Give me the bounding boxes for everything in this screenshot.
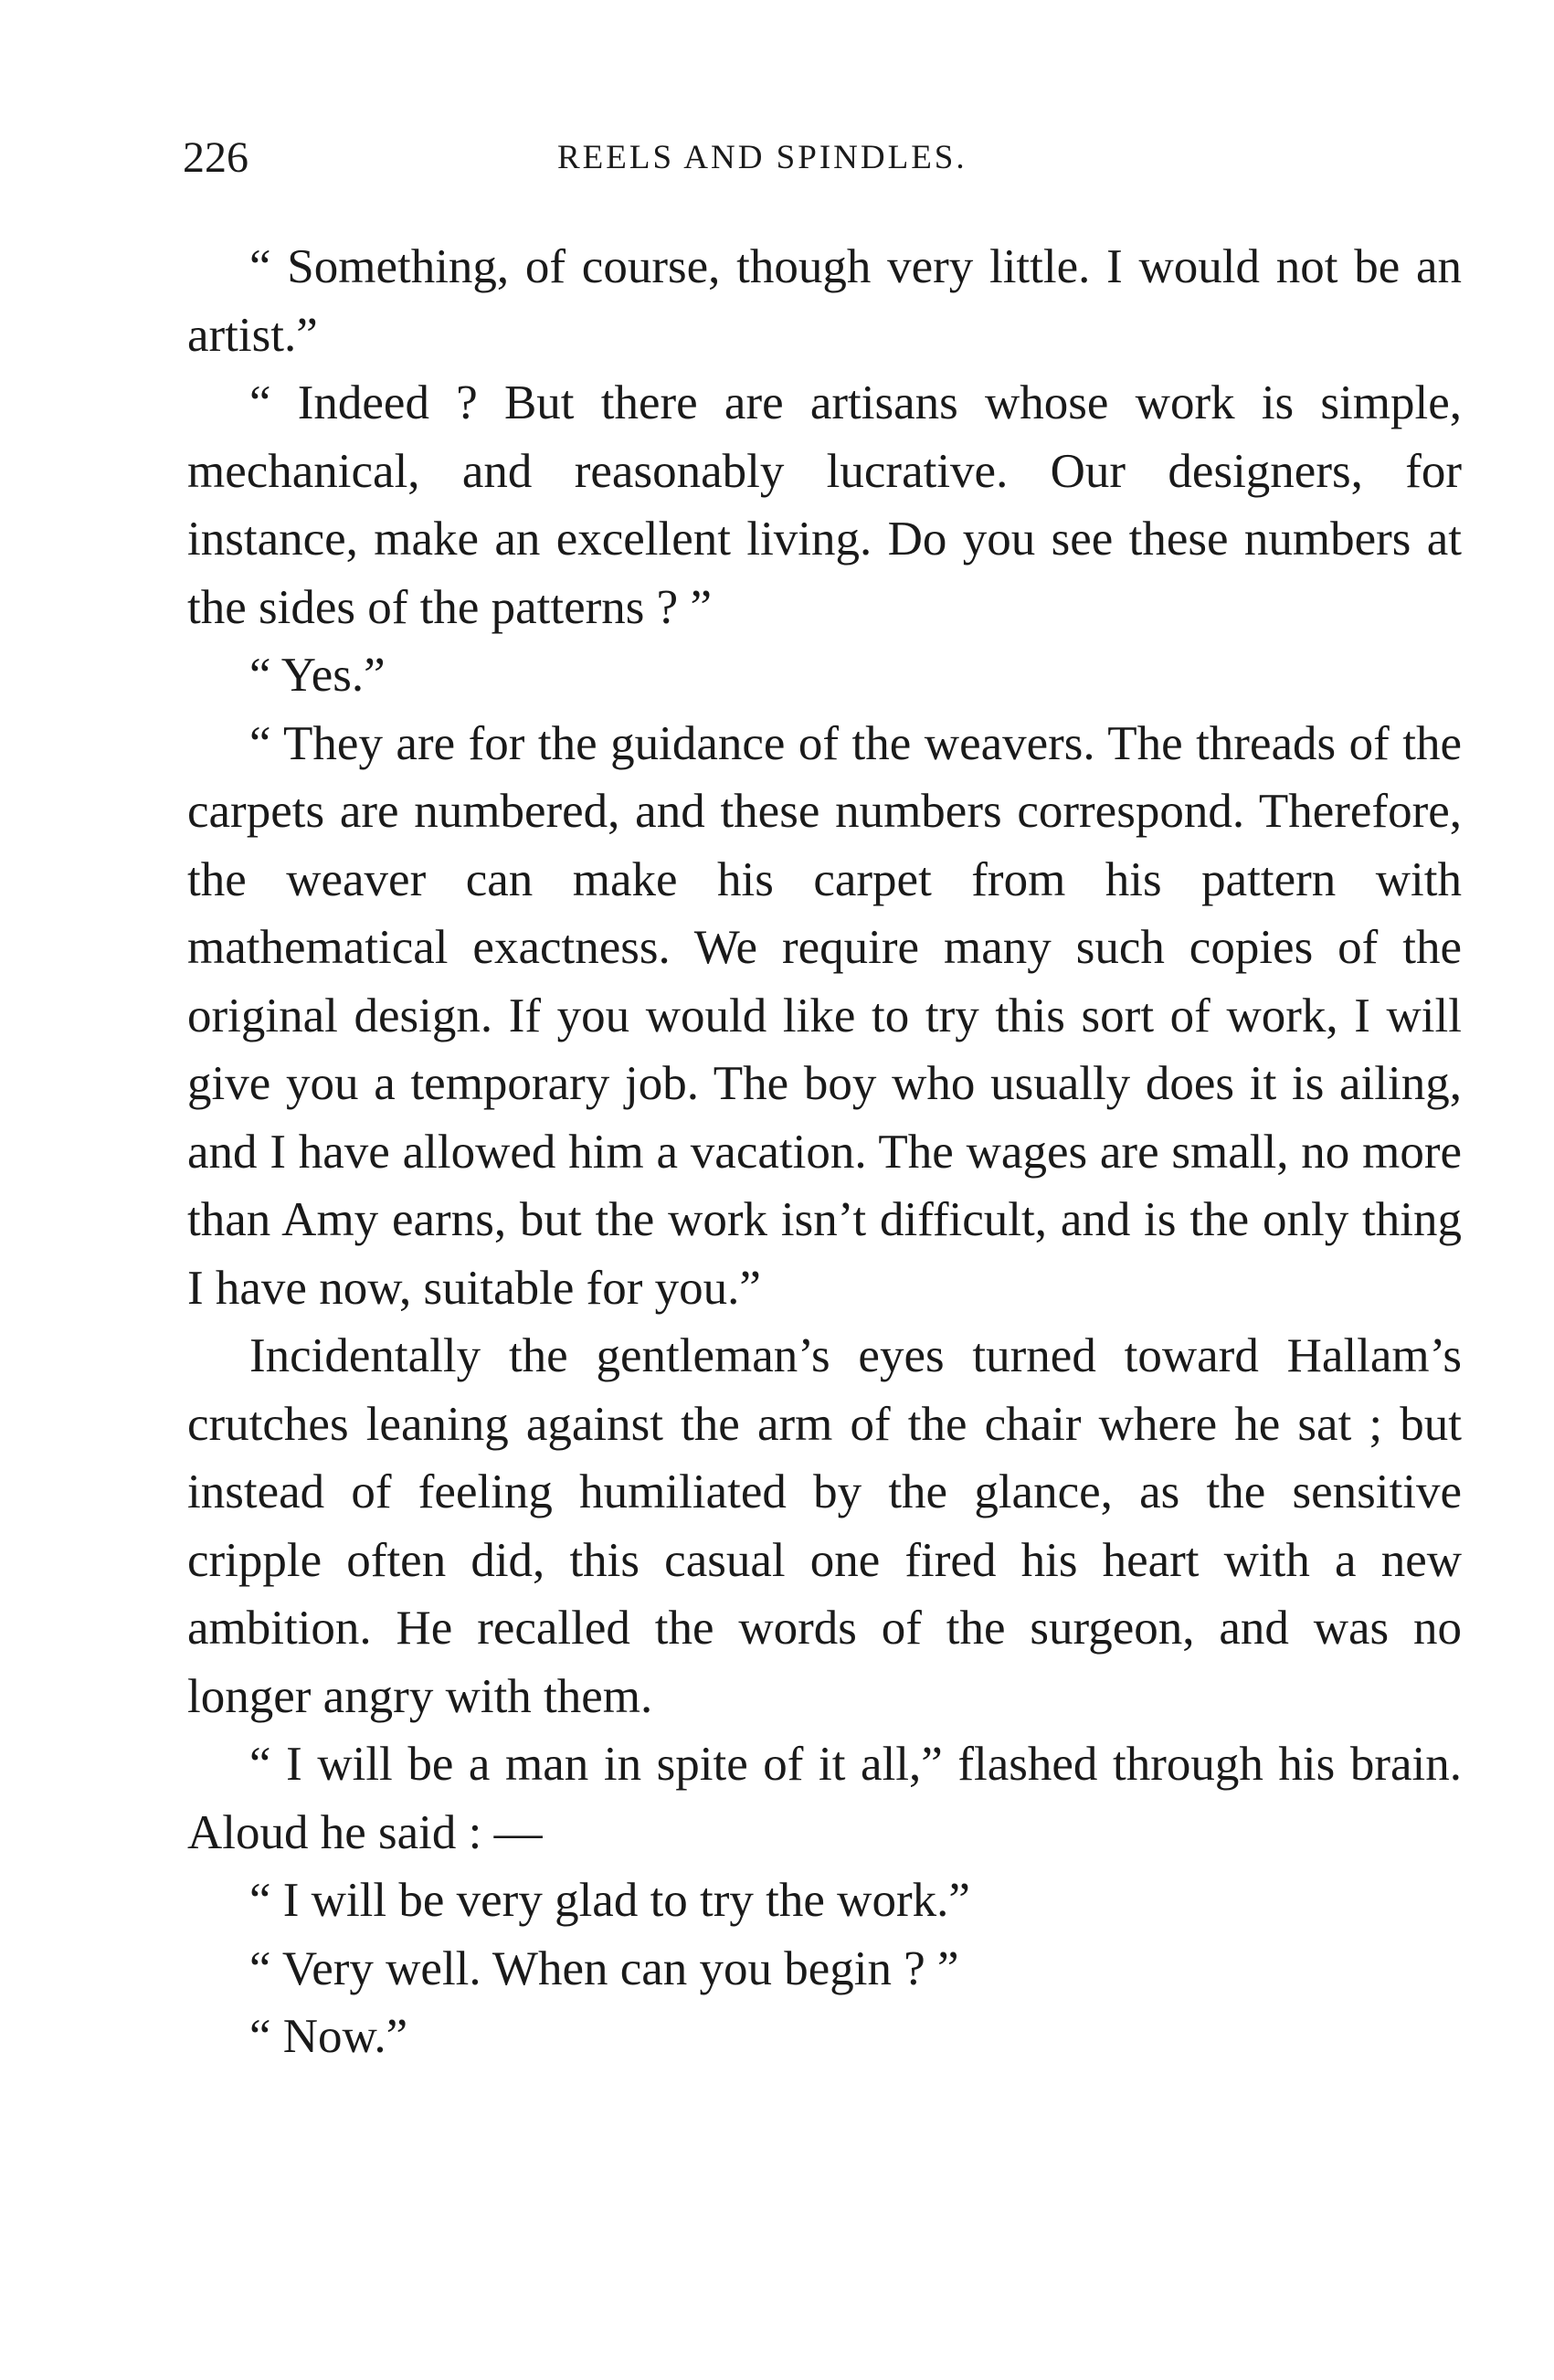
running-head: REELS AND SPINDLES. xyxy=(557,139,967,176)
page-number: 226 xyxy=(183,133,248,182)
page-header xyxy=(0,126,1554,190)
paragraph: “ Something, of course, though very little. I would not be an artist.” xyxy=(187,240,1462,362)
paragraph: “ I will be very glad to try the work.” xyxy=(249,1874,970,1927)
body-text xyxy=(187,233,1462,2071)
paragraph: Incidentally the gentleman’s eyes turned toward Hallam’s crutches leaning against the arm of the chair where he sat ; but instead of feeling humiliated by the glance, as the sensitive cripple often did, this casual one fired his heart with a new ambition. He recalled the words of the surgeon, and was no longer angry with them. xyxy=(187,1329,1462,1723)
paragraph: “ Indeed ? But there are artisans whose work is simple, mechanical, and reasonably lucrative. Our designers, for instance, make an excellent living. Do you see these numbers at the sides of the patterns ? ” xyxy=(187,376,1462,634)
paragraph: “ They are for the guidance of the weavers. The threads of the carpets are numbered, and these numbers correspond. Therefore, the weaver can make his carpet from his pattern with mathematical exactness. We require many such copies of the original design. If you would like to try this sort of work, I will give you a temporary job. The boy who usually does it is ailing, and I have allowed him a vacation. The wages are small, no more than Amy earns, but the work isn’t difficult, and is the only thing I have now, suitable for you.” xyxy=(187,716,1462,1315)
paragraph: “ I will be a man in spite of it all,” flashed through his brain. Aloud he said : — xyxy=(187,1738,1462,1859)
paragraph: “ Now.” xyxy=(249,2010,408,2063)
paragraph: “ Very well. When can you begin ? ” xyxy=(249,1941,959,1995)
paragraph: “ Yes.” xyxy=(249,649,386,702)
